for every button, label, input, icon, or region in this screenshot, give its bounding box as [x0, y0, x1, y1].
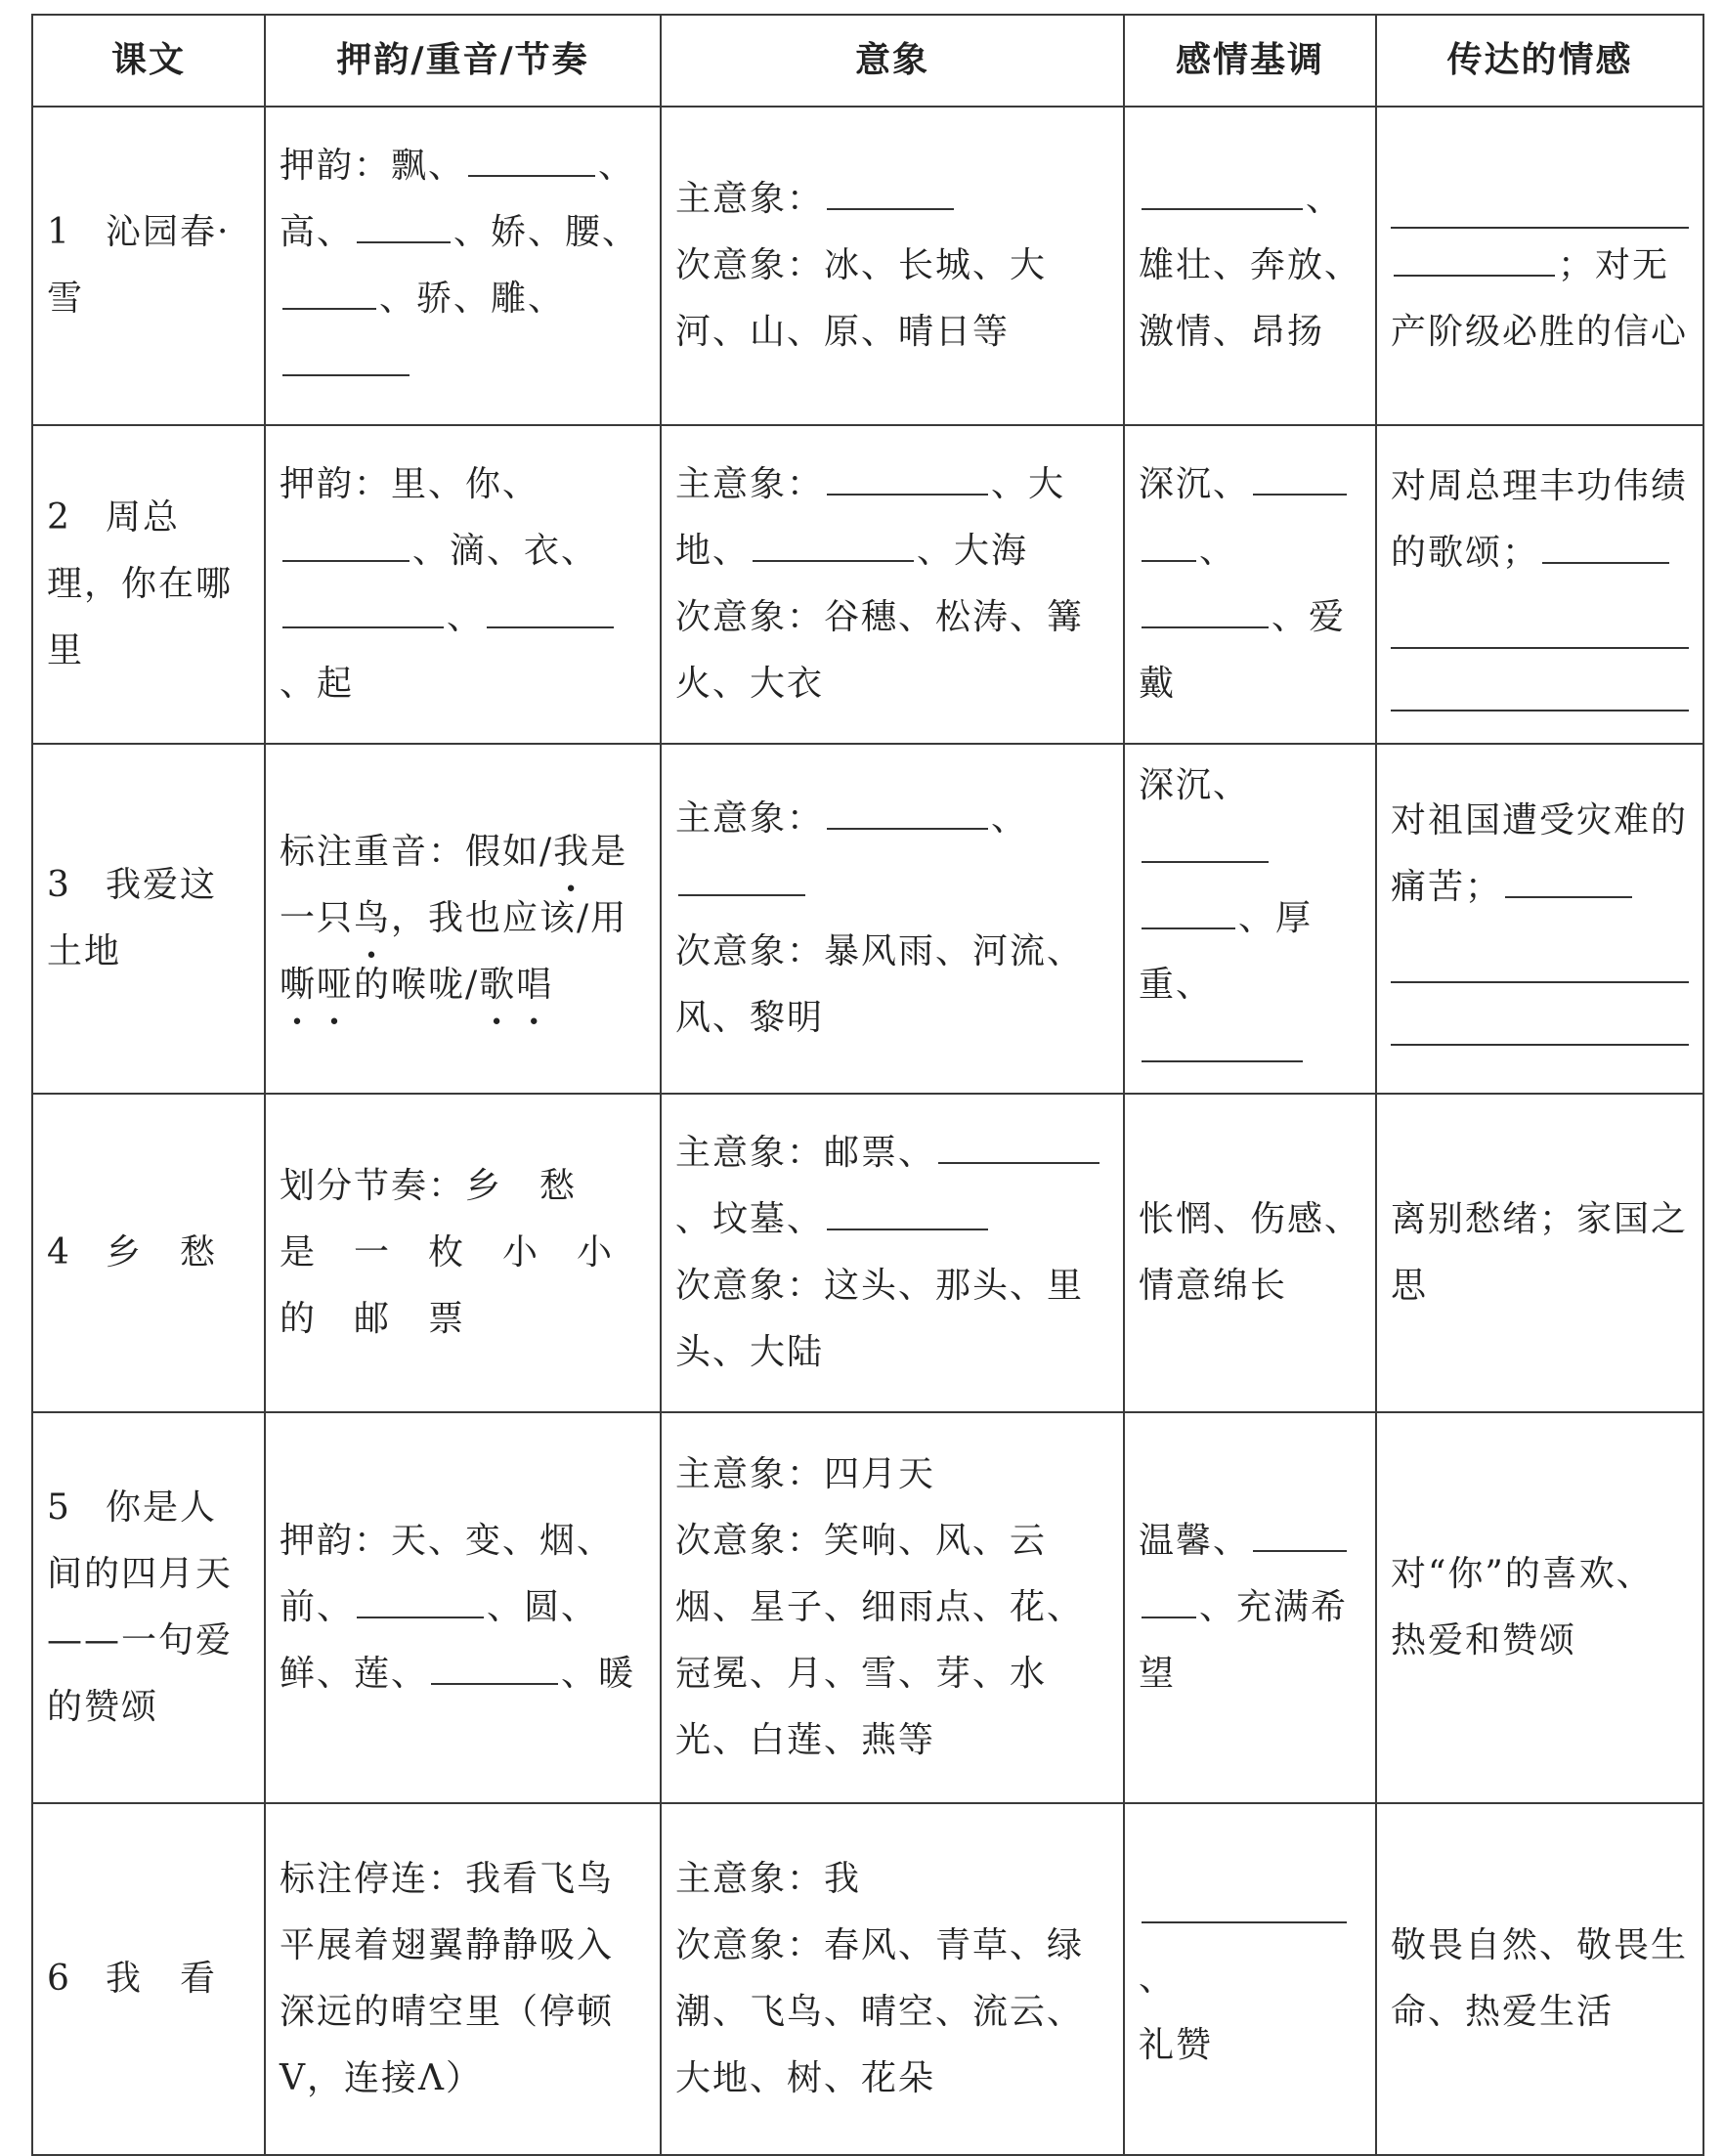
lesson-title: 我爱这土地 [47, 865, 218, 971]
answer-blank[interactable] [282, 589, 444, 628]
main-imagery: 、大海 [917, 531, 1029, 571]
answer-line[interactable] [1391, 925, 1689, 983]
stress-text: 的喉咙/ [354, 965, 480, 1005]
stress-cell [265, 744, 661, 1094]
rhyme-cell [265, 425, 661, 744]
answer-blank[interactable] [827, 791, 988, 830]
lesson-cell [32, 425, 265, 744]
answer-line[interactable] [1391, 170, 1689, 229]
answer-line[interactable] [1391, 653, 1689, 711]
secondary-imagery: 次意象：春风、青草、绿潮、飞鸟、晴空、流云、大地、树、花朵 [675, 1925, 1085, 2098]
secondary-imagery: 次意象：谷穗、松涛、篝火、大衣 [675, 597, 1085, 704]
tone-text: 礼赞 [1139, 2025, 1214, 2065]
secondary-imagery: 次意象：暴风雨、河流、风、黎明 [675, 931, 1085, 1038]
stressed-char: 唱 [516, 965, 554, 1005]
imagery-cell [661, 1094, 1124, 1412]
answer-blank[interactable] [282, 337, 409, 376]
lesson-number: 5 [47, 1488, 71, 1528]
answer-blank[interactable] [1142, 890, 1235, 929]
stress-text: ，我也应该/用 [391, 898, 628, 938]
lesson-number: 6 [47, 1959, 71, 1999]
answer-blank[interactable] [431, 1646, 558, 1685]
main-imagery: 、坟墓、 [675, 1199, 825, 1239]
pause-cell [265, 1803, 661, 2155]
lesson-cell [32, 1803, 265, 2155]
tone-cell: 怅惘、伤感、情意绵长 [1124, 1094, 1376, 1412]
rhyme-text: 、起 [280, 664, 355, 704]
tone-cell [1124, 744, 1376, 1094]
answer-blank[interactable] [1142, 171, 1303, 210]
tone-cell [1124, 107, 1376, 425]
answer-blank[interactable] [1253, 456, 1347, 496]
answer-blank[interactable] [1142, 523, 1196, 562]
header-emotion: 传达的情感 [1376, 15, 1703, 107]
table-row [32, 1094, 1703, 1412]
rhyme-text: 、圆、鲜、莲、 [280, 1587, 599, 1694]
main-imagery: 、 [991, 798, 1029, 839]
tone-text: 、爱戴 [1139, 597, 1347, 704]
lesson-number: 3 [47, 865, 71, 905]
answer-blank[interactable] [827, 171, 954, 210]
tone-cell [1124, 1412, 1376, 1803]
header-rhyme: 押韵/重音/节奏 [265, 15, 661, 107]
answer-blank[interactable] [827, 456, 988, 496]
tone-text: 、充满希望 [1139, 1587, 1349, 1694]
imagery-cell [661, 1803, 1124, 2155]
answer-blank[interactable] [468, 138, 595, 177]
emotion-cell: 离别愁绪；家国之思 [1376, 1094, 1703, 1412]
stressed-char: 我 [553, 832, 591, 872]
answer-blank[interactable] [282, 523, 409, 562]
tone-cell [1124, 1803, 1376, 2155]
table-row [32, 107, 1703, 425]
main-imagery: 主意象： [675, 179, 825, 219]
lesson-title: 我 看 [106, 1959, 218, 1999]
lesson-title: 周总理，你在哪里 [47, 497, 234, 670]
header-text: 课文 [32, 15, 265, 107]
stress-text: 是一只 [280, 832, 628, 938]
rhythm-text: 划分节奏：乡 愁 是 一 枚 小 小 的 邮 票 [280, 1166, 652, 1339]
tone-text: 深沉、 [1139, 765, 1251, 805]
header-imagery: 意象 [661, 15, 1124, 107]
rhyme-text: 、娇、腰、 [453, 212, 640, 252]
tone-text: 、雄壮、奔放、激情、昂扬 [1139, 179, 1362, 352]
tone-text: 、 [1199, 531, 1237, 571]
rhyme-text: 押韵：飘、 [280, 146, 466, 186]
rhyme-text: 、高、 [280, 146, 636, 252]
emotion-cell [1376, 107, 1703, 425]
answer-line[interactable] [1391, 987, 1689, 1046]
lesson-number: 2 [47, 497, 71, 538]
answer-blank[interactable] [827, 1191, 988, 1230]
lesson-cell [32, 1094, 265, 1412]
stressed-char: 哑 [317, 965, 355, 1005]
rhyme-text: 、 [447, 597, 485, 637]
answer-blank[interactable] [1505, 859, 1632, 898]
rhyme-text: 滴、衣、 [450, 531, 599, 571]
tone-text: 、厚重、 [1139, 898, 1314, 1005]
lesson-cell [32, 107, 265, 425]
worksheet-table [31, 14, 1704, 2156]
rhyme-cell [265, 1412, 661, 1803]
emotion-cell: 敬畏自然、敬畏生命、热爱生活 [1376, 1803, 1703, 2155]
header-tone: 感情基调 [1124, 15, 1376, 107]
tone-text: 温馨、 [1139, 1521, 1251, 1561]
answer-blank[interactable] [1253, 1513, 1347, 1552]
tone-cell [1124, 425, 1376, 744]
stressed-char: 鸟 [354, 898, 392, 938]
answer-blank[interactable] [1142, 1023, 1303, 1062]
answer-blank[interactable] [357, 204, 451, 243]
stressed-char: 歌 [479, 965, 517, 1005]
lesson-title: 沁园春·雪 [47, 212, 231, 319]
stressed-char: 嘶 [280, 965, 318, 1005]
answer-line[interactable] [1391, 590, 1689, 649]
main-imagery: 主意象：邮票、 [675, 1133, 936, 1173]
header-row [32, 15, 1703, 107]
lesson-number: 4 [47, 1232, 71, 1272]
rhyme-text: 、暖 [561, 1654, 636, 1694]
emotion-cell: 对“你”的喜欢、热爱和赞颂 [1376, 1412, 1703, 1803]
rhyme-text: 押韵：天、变、烟、前、 [280, 1521, 615, 1627]
rhyme-text: 押韵：里、你、 [280, 464, 540, 504]
table-row [32, 744, 1703, 1094]
imagery-cell [661, 107, 1124, 425]
answer-blank[interactable] [1142, 1884, 1347, 1923]
stress-text: 标注重音：假如/ [280, 832, 554, 872]
main-imagery: 主意象：四月天 [675, 1454, 936, 1494]
imagery-cell [661, 744, 1124, 1094]
answer-blank[interactable] [1142, 824, 1269, 863]
rhythm-cell [265, 1094, 661, 1412]
answer-blank[interactable] [1542, 525, 1669, 564]
emotion-text: 对祖国遭受灾难的痛苦； [1391, 800, 1689, 907]
secondary-imagery: 次意象：这头、那头、里头、大陆 [675, 1266, 1085, 1372]
answer-blank[interactable] [282, 271, 376, 310]
imagery-cell [661, 1412, 1124, 1803]
answer-blank[interactable] [938, 1125, 1099, 1164]
answer-blank[interactable] [753, 523, 914, 562]
main-imagery: 、大地、 [675, 464, 1066, 571]
pause-text: 标注停连：我看飞鸟平展着翅翼静静吸入深远的晴空里（停顿Ⅴ，连接Λ） [280, 1859, 615, 2098]
rhyme-text: 骄、雕、 [416, 279, 566, 319]
secondary-imagery: 次意象：冰、长城、大河、山、原、晴日等 [675, 245, 1048, 352]
rhyme-cell [265, 107, 661, 425]
answer-blank[interactable] [1142, 589, 1269, 628]
emotion-text: ；对无产阶级必胜的信心 [1391, 245, 1689, 352]
secondary-imagery: 次意象：笑响、风、云烟、星子、细雨点、花、冠冕、月、雪、芽、水光、白莲、燕等 [675, 1521, 1085, 1760]
emotion-cell [1376, 425, 1703, 744]
answer-blank[interactable] [1142, 1579, 1196, 1618]
lesson-number: 1 [47, 212, 71, 252]
imagery-cell [661, 425, 1124, 744]
main-imagery: 主意象： [675, 798, 825, 839]
tone-text: 、 [1139, 1959, 1177, 1999]
table-row [32, 425, 1703, 744]
lesson-cell [32, 1412, 265, 1803]
lesson-title: 乡 愁 [106, 1232, 218, 1272]
rhyme-text: 、 [379, 279, 417, 319]
lesson-cell [32, 744, 265, 1094]
main-imagery: 主意象： [675, 464, 825, 504]
tone-text: 深沉、 [1139, 464, 1251, 504]
lesson-title: 你是人间的四月天——一句爱的赞颂 [47, 1488, 234, 1727]
rhyme-text: 、 [412, 531, 451, 571]
answer-blank[interactable] [678, 857, 805, 896]
table-row [32, 1803, 1703, 2155]
main-imagery: 主意象：我 [675, 1859, 862, 1899]
answer-blank[interactable] [1394, 237, 1555, 277]
emotion-text: 对周总理丰功伟绩的歌颂； [1391, 466, 1689, 573]
table-row [32, 1412, 1703, 1803]
answer-blank[interactable] [357, 1579, 484, 1618]
answer-blank[interactable] [487, 589, 614, 628]
emotion-cell [1376, 744, 1703, 1094]
